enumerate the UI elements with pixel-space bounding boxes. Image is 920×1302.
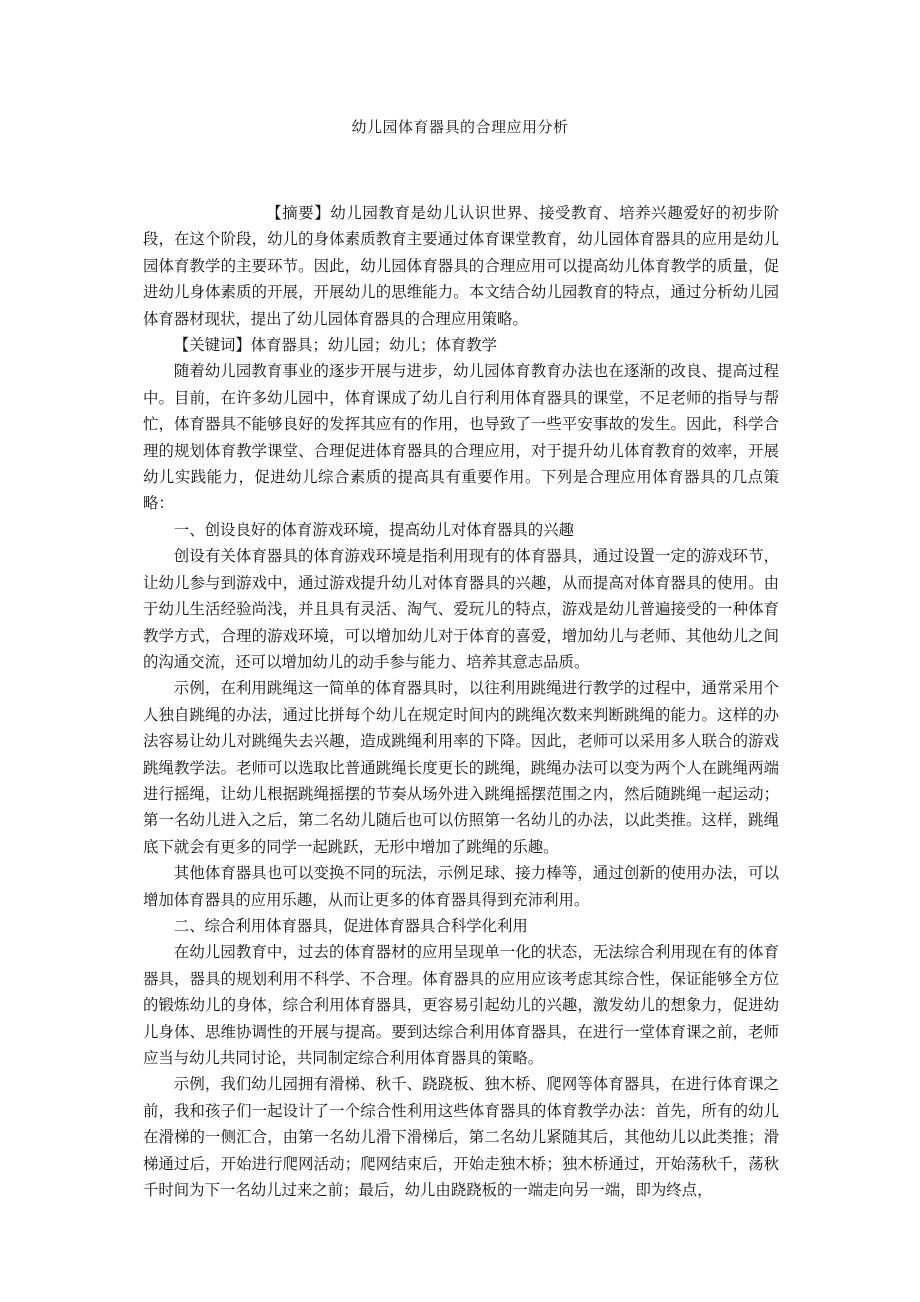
section-heading-1: 一、创设良好的体育游戏环境，提高幼儿对体育器具的兴趣: [173, 520, 574, 539]
abstract-paragraph: [143, 200, 779, 332]
keywords-label: 【关键词】: [173, 336, 251, 355]
section-heading-2: 二、综合利用体育器具，促进体育器具合科学化利用: [173, 916, 528, 935]
body-paragraph: 其他体育器具也可以变换不同的玩法，示例足球、接力棒等，通过创新的使用办法，可以增加体育器具的应用乐趣，从而让更多的体育器具得到充沛利用。: [143, 864, 779, 909]
abstract-label: 【摘要】: [266, 204, 331, 222]
body-paragraph: 示例，我们幼儿园拥有滑梯、秋千、跷跷板、独木桥、爬网等体育器具，在进行体育课之前，我和孩子们一起设计了一个综合性利用这些体育器具的体育教学办法：首先，所有的幼儿在滑梯的一侧汇合，由第一名幼儿滑下滑梯后，第二名幼儿紧随其后，其他幼儿以此类推；滑梯通过后，开始进行爬网活动；爬网结束后，开始走独木桥；独木桥通过，开始荡秋千，荡秋千时间为下一名幼儿过来之前；最后，幼儿由跷跷板的一端走向另一端，即为终点，: [143, 1075, 779, 1200]
body-paragraph: 在幼儿园教育中，过去的体育器材的应用呈现单一化的状态，无法综合利用现在有的体育器具，器具的规划利用不科学、不合理。体育器具的应用应该考虑其综合性，保证能够全方位的锻炼幼儿的身体，综合利用体育器具，更容易引起幼儿的兴趣，激发幼儿的想象力，促进幼儿身体、思维协调性的开展与提高。要到达综合利用体育器具，在进行一堂体育课之前，老师应当与幼儿共同讨论，共同制定综合利用体育器具的策略。: [143, 943, 779, 1067]
body-paragraph: 创设有关体育器具的体育游戏环境是指利用现有的体育器具，通过设置一定的游戏环节，让幼儿参与到游戏中，通过游戏提升幼儿对体育器具的兴趣，从而提高对体育器具的使用。由于幼儿生活经验尚浅，并且具有灵活、淘气、爱玩儿的特点，游戏是幼儿普遍接受的一种体育教学方式，合理的游戏环境，可以增加幼儿对于体育的喜爱，增加幼儿与老师、其他幼儿之间的沟通交流，还可以增加幼儿的动手参与能力、培养其意志品质。: [143, 547, 779, 671]
keywords-paragraph: [143, 332, 779, 358]
abstract-text: 幼儿园教育是幼儿认识世界、接受教育、培养兴趣爱好的初步阶段，在这个阶段，幼儿的身体素质教育主要通过体育课堂教育，幼儿园体育器具的应用是幼儿园体育教学的主要环节。因此，幼儿园体育器具的合理应用可以提高幼儿体育教学的质量，促进幼儿身体素质的开展，开展幼儿的思维能力。本文结合幼儿园教育的特点，通过分析幼儿园体育器材现状，提出了幼儿园体育器具的合理应用策略。: [143, 204, 779, 328]
body-paragraph: 示例，在利用跳绳这一简单的体育器具时，以往利用跳绳进行教学的过程中，通常采用个人独自跳绳的办法，通过比拼每个幼儿在规定时间内的跳绳次数来判断跳绳的能力。这样的办法容易让幼儿对跳绳失去兴趣，造成跳绳利用率的下降。因此，老师可以采用多人联合的游戏跳绳教学法。老师可以选取比普通跳绳长度更长的跳绳，跳绳办法可以变为两个人在跳绳两端进行摇绳，让幼儿根据跳绳摇摆的节奏从场外进入跳绳摇摆范围之内，然后随跳绳一起运动；第一名幼儿进入之后，第二名幼儿随后也可以仿照第一名幼儿的办法，以此类推。这样，跳绳底下就会有更多的同学一起跳跃，无形中增加了跳绳的乐趣。: [143, 679, 779, 856]
intro-paragraph: 随着幼儿园教育事业的逐步开展与进步，幼儿园体育教育办法也在逐渐的改良、提高过程中。目前，在许多幼儿园中，体育课成了幼儿自行利用体育器具的课堂，不足老师的指导与帮忙，体育器具不能够良好的发挥其应有的作用，也导致了一些平安事故的发生。因此，科学合理的规划体育教学课堂、合理促进体育器具的合理应用，对于提升幼儿体育教育的效率，开展幼儿实践能力，促进幼儿综合素质的提高具有重要作用。下列是合理应用体育器具的几点策略：: [143, 362, 779, 513]
keywords-text: 体育器具；幼儿园；幼儿；体育教学: [250, 336, 498, 355]
document-title: 幼儿园体育器具的合理应用分析: [351, 118, 569, 136]
document-body: [143, 200, 779, 1203]
